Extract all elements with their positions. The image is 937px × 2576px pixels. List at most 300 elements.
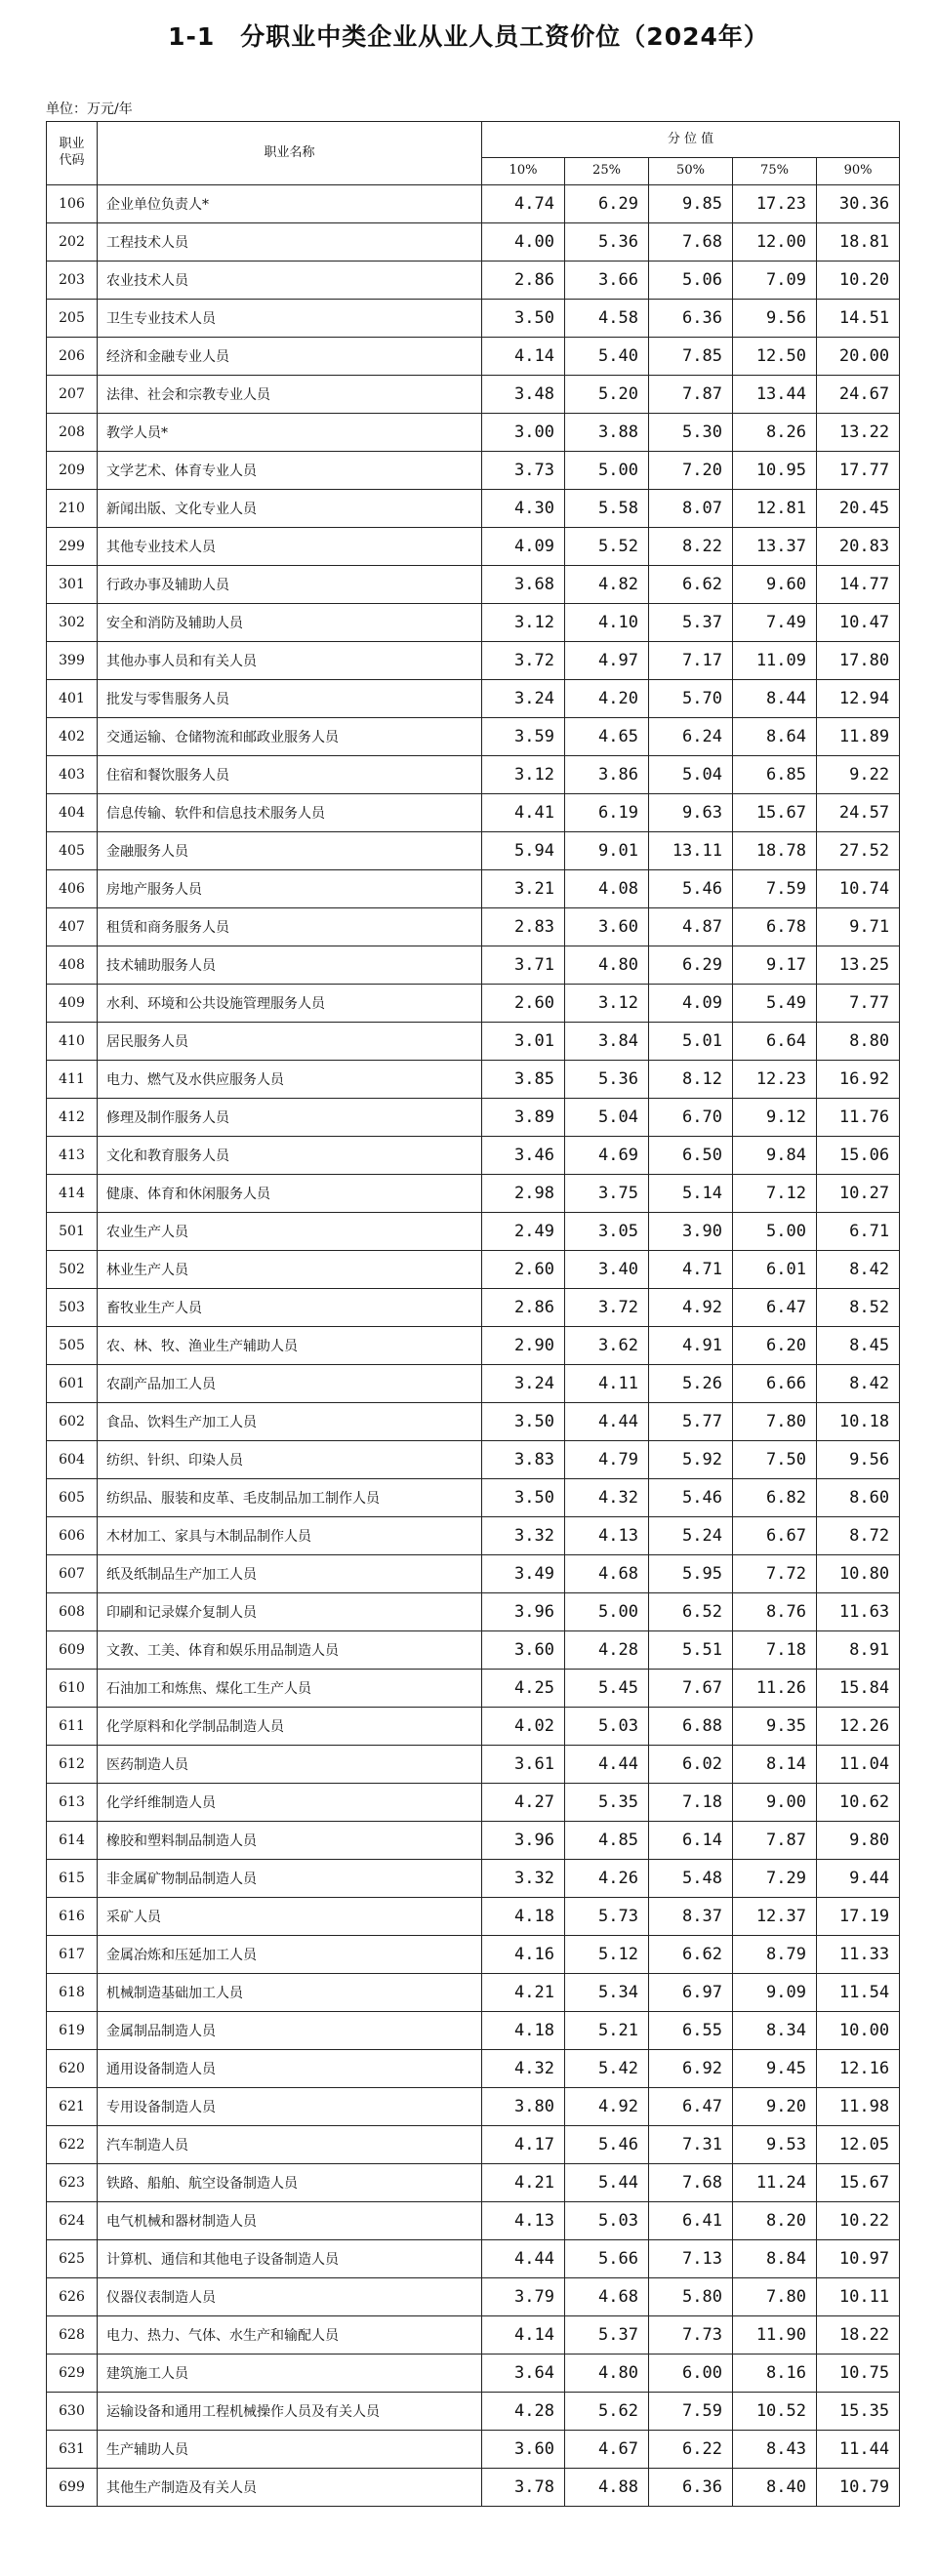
table-row (47, 2431, 900, 2469)
table-row (47, 490, 900, 528)
p50-value: 4.91 (649, 1327, 733, 1365)
p50-value: 5.46 (649, 1479, 733, 1517)
p50-value: 5.30 (649, 414, 733, 452)
p90-value: 9.71 (817, 908, 900, 946)
occupation-name: 新闻出版、文化专业人员 (98, 490, 482, 528)
p75-value: 9.35 (733, 1708, 817, 1746)
occupation-code: 206 (47, 338, 98, 376)
occupation-name: 计算机、通信和其他电子设备制造人员 (98, 2240, 482, 2278)
p75-value: 9.53 (733, 2126, 817, 2164)
p25-value: 4.65 (565, 718, 649, 756)
table-row (47, 376, 900, 414)
table-row (47, 985, 900, 1023)
p75-value: 7.12 (733, 1175, 817, 1213)
p90-value: 12.16 (817, 2050, 900, 2088)
p25-value: 5.35 (565, 1784, 649, 1822)
occupation-name: 铁路、船舶、航空设备制造人员 (98, 2164, 482, 2202)
p25-value: 6.29 (565, 185, 649, 223)
p25-value: 4.67 (565, 2431, 649, 2469)
p90-value: 10.20 (817, 262, 900, 300)
p90-value: 12.94 (817, 680, 900, 718)
occupation-code: 501 (47, 1213, 98, 1251)
p75-value: 7.50 (733, 1441, 817, 1479)
p50-value: 5.14 (649, 1175, 733, 1213)
p50-value: 7.20 (649, 452, 733, 490)
occupation-code: 401 (47, 680, 98, 718)
p50-value: 5.26 (649, 1365, 733, 1403)
occupation-code: 608 (47, 1593, 98, 1631)
occupation-name: 租赁和商务服务人员 (98, 908, 482, 946)
p50-value: 5.48 (649, 1860, 733, 1898)
occupation-code: 413 (47, 1137, 98, 1175)
p75-value: 7.49 (733, 604, 817, 642)
p10-value: 3.12 (482, 756, 565, 794)
p90-value: 12.05 (817, 2126, 900, 2164)
occupation-code: 612 (47, 1746, 98, 1784)
occupation-name: 农副产品加工人员 (98, 1365, 482, 1403)
p50-value: 6.22 (649, 2431, 733, 2469)
p90-value: 10.11 (817, 2278, 900, 2316)
table-row (47, 2050, 900, 2088)
p10-value: 4.21 (482, 1974, 565, 2012)
occupation-code: 205 (47, 300, 98, 338)
p10-value: 4.18 (482, 1898, 565, 1936)
occupation-code: 602 (47, 1403, 98, 1441)
p25-value: 5.73 (565, 1898, 649, 1936)
occupation-name: 金融服务人员 (98, 832, 482, 870)
occupation-name: 健康、体育和休闲服务人员 (98, 1175, 482, 1213)
occupation-name: 企业单位负责人* (98, 185, 482, 223)
p25-value: 4.68 (565, 2278, 649, 2316)
p25-value: 4.80 (565, 946, 649, 985)
occupation-name: 安全和消防及辅助人员 (98, 604, 482, 642)
p90-value: 18.81 (817, 223, 900, 262)
p75-value: 6.78 (733, 908, 817, 946)
p50-value: 6.24 (649, 718, 733, 756)
table-row (47, 604, 900, 642)
table-row (47, 1099, 900, 1137)
p50-value: 7.67 (649, 1670, 733, 1708)
table-row (47, 680, 900, 718)
occupation-code: 411 (47, 1061, 98, 1099)
occupation-code: 604 (47, 1441, 98, 1479)
p90-value: 17.77 (817, 452, 900, 490)
p10-value: 2.98 (482, 1175, 565, 1213)
table-row (47, 1593, 900, 1631)
occupation-code: 410 (47, 1023, 98, 1061)
p90-value: 15.35 (817, 2393, 900, 2431)
p90-value: 20.45 (817, 490, 900, 528)
occupation-code: 299 (47, 528, 98, 566)
p25-value: 4.20 (565, 680, 649, 718)
occupation-code: 302 (47, 604, 98, 642)
occupation-name: 电力、热力、气体、水生产和输配人员 (98, 2316, 482, 2355)
p50-value: 6.36 (649, 300, 733, 338)
p25-value: 3.75 (565, 1175, 649, 1213)
p10-value: 4.17 (482, 2126, 565, 2164)
p75-value: 11.09 (733, 642, 817, 680)
p90-value: 8.91 (817, 1631, 900, 1670)
occupation-name: 法律、社会和宗教专业人员 (98, 376, 482, 414)
p90-value: 12.26 (817, 1708, 900, 1746)
p25-value: 5.00 (565, 1593, 649, 1631)
occupation-name: 教学人员* (98, 414, 482, 452)
p75-value: 10.95 (733, 452, 817, 490)
p90-value: 11.44 (817, 2431, 900, 2469)
p75-value: 6.82 (733, 1479, 817, 1517)
occupation-code: 202 (47, 223, 98, 262)
p75-value: 6.64 (733, 1023, 817, 1061)
p10-value: 3.83 (482, 1441, 565, 1479)
table-row (47, 1213, 900, 1251)
p50-value: 6.62 (649, 1936, 733, 1974)
p50-value: 3.90 (649, 1213, 733, 1251)
occupation-name: 化学纤维制造人员 (98, 1784, 482, 1822)
occupation-name: 机械制造基础加工人员 (98, 1974, 482, 2012)
occupation-code: 209 (47, 452, 98, 490)
p50-value: 7.68 (649, 2164, 733, 2202)
p25-value: 5.58 (565, 490, 649, 528)
table-row (47, 1670, 900, 1708)
p75-value: 13.44 (733, 376, 817, 414)
p50-value: 4.71 (649, 1251, 733, 1289)
occupation-name: 其他生产制造及有关人员 (98, 2469, 482, 2507)
p25-value: 4.10 (565, 604, 649, 642)
p50-value: 7.68 (649, 223, 733, 262)
p90-value: 10.22 (817, 2202, 900, 2240)
p75-value: 6.66 (733, 1365, 817, 1403)
occupation-name: 林业生产人员 (98, 1251, 482, 1289)
occupation-code: 607 (47, 1555, 98, 1593)
p50-value: 6.14 (649, 1822, 733, 1860)
occupation-code: 616 (47, 1898, 98, 1936)
occupation-code: 614 (47, 1822, 98, 1860)
p75-value: 6.47 (733, 1289, 817, 1327)
p10-value: 3.24 (482, 680, 565, 718)
table-row (47, 1137, 900, 1175)
p75-value: 7.72 (733, 1555, 817, 1593)
p10-value: 4.09 (482, 528, 565, 566)
table-row (47, 262, 900, 300)
p50-value: 7.31 (649, 2126, 733, 2164)
p25-value: 3.12 (565, 985, 649, 1023)
occupation-code: 406 (47, 870, 98, 908)
p25-value: 4.88 (565, 2469, 649, 2507)
p10-value: 4.02 (482, 1708, 565, 1746)
table-row (47, 528, 900, 566)
p25-value: 5.37 (565, 2316, 649, 2355)
p75-value: 6.85 (733, 756, 817, 794)
p10-value: 3.60 (482, 1631, 565, 1670)
p10-value: 4.27 (482, 1784, 565, 1822)
table-header (47, 122, 900, 185)
p50-value: 5.77 (649, 1403, 733, 1441)
p10-value: 4.25 (482, 1670, 565, 1708)
p50-value: 9.85 (649, 185, 733, 223)
p10-value: 4.14 (482, 2316, 565, 2355)
name-column-header: 职业名称 (98, 122, 482, 185)
p90-value: 10.79 (817, 2469, 900, 2507)
occupation-name: 医药制造人员 (98, 1746, 482, 1784)
table-row (47, 1784, 900, 1822)
p90-value: 27.52 (817, 832, 900, 870)
code-column-header (47, 122, 98, 185)
p50-value: 5.51 (649, 1631, 733, 1670)
p25-value: 5.52 (565, 528, 649, 566)
occupation-name: 食品、饮料生产加工人员 (98, 1403, 482, 1441)
p75-value: 8.34 (733, 2012, 817, 2050)
p25-value: 4.82 (565, 566, 649, 604)
p25-value: 3.88 (565, 414, 649, 452)
p10-value: 3.59 (482, 718, 565, 756)
p10-value: 2.86 (482, 1289, 565, 1327)
p50-value: 6.52 (649, 1593, 733, 1631)
table-row (47, 1365, 900, 1403)
occupation-code: 412 (47, 1099, 98, 1137)
p10-value: 3.24 (482, 1365, 565, 1403)
p90-value: 16.92 (817, 1061, 900, 1099)
p10-value: 4.21 (482, 2164, 565, 2202)
p90-value: 20.00 (817, 338, 900, 376)
occupation-code: 606 (47, 1517, 98, 1555)
p75-value: 12.23 (733, 1061, 817, 1099)
p10-value: 3.01 (482, 1023, 565, 1061)
p50-value: 5.37 (649, 604, 733, 642)
occupation-name: 房地产服务人员 (98, 870, 482, 908)
p90-value: 10.97 (817, 2240, 900, 2278)
p25-value: 5.04 (565, 1099, 649, 1137)
table-row (47, 1822, 900, 1860)
occupation-name: 木材加工、家具与木制品制作人员 (98, 1517, 482, 1555)
p90-value: 9.80 (817, 1822, 900, 1860)
p90-value: 10.62 (817, 1784, 900, 1822)
table-row (47, 1327, 900, 1365)
p25-value: 4.97 (565, 642, 649, 680)
p75-value: 11.90 (733, 2316, 817, 2355)
occupation-code: 414 (47, 1175, 98, 1213)
p25-value: 5.42 (565, 2050, 649, 2088)
p90-value: 10.75 (817, 2355, 900, 2393)
occupation-code: 505 (47, 1327, 98, 1365)
p50-value: 5.70 (649, 680, 733, 718)
occupation-code: 624 (47, 2202, 98, 2240)
p75-value: 12.00 (733, 223, 817, 262)
occupation-code: 208 (47, 414, 98, 452)
p10-value: 2.86 (482, 262, 565, 300)
p10-value: 4.41 (482, 794, 565, 832)
p75-value: 12.81 (733, 490, 817, 528)
p90-value: 8.60 (817, 1479, 900, 1517)
p75-value: 10.52 (733, 2393, 817, 2431)
p25-value: 5.44 (565, 2164, 649, 2202)
p75-value: 8.44 (733, 680, 817, 718)
p75-value: 8.20 (733, 2202, 817, 2240)
p25-value: 3.60 (565, 908, 649, 946)
p90-value: 11.63 (817, 1593, 900, 1631)
p25-value: 3.62 (565, 1327, 649, 1365)
p25-value: 4.79 (565, 1441, 649, 1479)
p10-value: 3.50 (482, 1479, 565, 1517)
p90-value: 8.72 (817, 1517, 900, 1555)
occupation-code: 629 (47, 2355, 98, 2393)
p90-value: 13.25 (817, 946, 900, 985)
table-row (47, 300, 900, 338)
p90-value: 24.67 (817, 376, 900, 414)
table-row (47, 2316, 900, 2355)
p75-value: 12.50 (733, 338, 817, 376)
p50-value: 7.73 (649, 2316, 733, 2355)
occupation-code: 203 (47, 262, 98, 300)
p50-value: 7.85 (649, 338, 733, 376)
p50-value: 5.24 (649, 1517, 733, 1555)
occupation-code: 625 (47, 2240, 98, 2278)
p75-value: 11.26 (733, 1670, 817, 1708)
p25-value: 5.03 (565, 1708, 649, 1746)
occupation-name: 批发与零售服务人员 (98, 680, 482, 718)
p10-value: 3.50 (482, 300, 565, 338)
p25-value: 3.84 (565, 1023, 649, 1061)
occupation-code: 405 (47, 832, 98, 870)
p90-value: 11.98 (817, 2088, 900, 2126)
p10-value: 3.79 (482, 2278, 565, 2316)
occupation-code: 618 (47, 1974, 98, 2012)
p90-value: 10.18 (817, 1403, 900, 1441)
p25-value: 5.12 (565, 1936, 649, 1974)
p50-value: 5.01 (649, 1023, 733, 1061)
occupation-code: 630 (47, 2393, 98, 2431)
p90-value: 11.54 (817, 1974, 900, 2012)
p25-value: 9.01 (565, 832, 649, 870)
occupation-name: 文学艺术、体育专业人员 (98, 452, 482, 490)
table-row (47, 1175, 900, 1213)
p25-value: 4.69 (565, 1137, 649, 1175)
occupation-name: 建筑施工人员 (98, 2355, 482, 2393)
occupation-name: 技术辅助服务人员 (98, 946, 482, 985)
p90-value: 17.19 (817, 1898, 900, 1936)
p25-value: 4.26 (565, 1860, 649, 1898)
p75-value: 7.09 (733, 262, 817, 300)
table-row (47, 1631, 900, 1670)
table-row (47, 2278, 900, 2316)
p75-value: 6.67 (733, 1517, 817, 1555)
p75-value: 7.59 (733, 870, 817, 908)
occupation-name: 农业技术人员 (98, 262, 482, 300)
p10-value: 5.94 (482, 832, 565, 870)
occupation-code: 628 (47, 2316, 98, 2355)
p10-value: 4.28 (482, 2393, 565, 2431)
p75-value: 9.56 (733, 300, 817, 338)
occupation-name: 印刷和记录媒介复制人员 (98, 1593, 482, 1631)
table-row (47, 2088, 900, 2126)
occupation-code: 601 (47, 1365, 98, 1403)
table-row (47, 1251, 900, 1289)
p10-value: 4.44 (482, 2240, 565, 2278)
occupation-name: 信息传输、软件和信息技术服务人员 (98, 794, 482, 832)
occupation-name: 纸及纸制品生产加工人员 (98, 1555, 482, 1593)
p90-value: 24.57 (817, 794, 900, 832)
table-row (47, 1289, 900, 1327)
p10-value: 3.71 (482, 946, 565, 985)
p75-value: 8.64 (733, 718, 817, 756)
table-row (47, 2202, 900, 2240)
p75-value: 15.67 (733, 794, 817, 832)
p25-value: 4.13 (565, 1517, 649, 1555)
code-header-line2: 代码 (59, 153, 85, 168)
occupation-code: 699 (47, 2469, 98, 2507)
table-row (47, 1898, 900, 1936)
table-row (47, 1708, 900, 1746)
wage-table (46, 121, 900, 2507)
occupation-name: 住宿和餐饮服务人员 (98, 756, 482, 794)
occupation-name: 化学原料和化学制品制造人员 (98, 1708, 482, 1746)
p50-value: 5.80 (649, 2278, 733, 2316)
occupation-code: 617 (47, 1936, 98, 1974)
occupation-code: 623 (47, 2164, 98, 2202)
p90-value: 10.47 (817, 604, 900, 642)
table-row (47, 1936, 900, 1974)
table-body (47, 185, 900, 2507)
table-row (47, 946, 900, 985)
p50-value: 5.95 (649, 1555, 733, 1593)
p50-value: 13.11 (649, 832, 733, 870)
p50-value: 7.59 (649, 2393, 733, 2431)
occupation-name: 交通运输、仓储物流和邮政业服务人员 (98, 718, 482, 756)
occupation-name: 居民服务人员 (98, 1023, 482, 1061)
p75-value: 8.26 (733, 414, 817, 452)
occupation-code: 609 (47, 1631, 98, 1670)
occupation-name: 石油加工和炼焦、煤化工生产人员 (98, 1670, 482, 1708)
p25-value: 5.66 (565, 2240, 649, 2278)
table-row (47, 870, 900, 908)
p75-value: 7.29 (733, 1860, 817, 1898)
p90-value: 8.52 (817, 1289, 900, 1327)
p25-value: 3.86 (565, 756, 649, 794)
occupation-name: 文化和教育服务人员 (98, 1137, 482, 1175)
p75-value: 7.80 (733, 2278, 817, 2316)
p25-value: 6.19 (565, 794, 649, 832)
p10-value: 3.72 (482, 642, 565, 680)
p25-value: 5.20 (565, 376, 649, 414)
p25-value: 4.80 (565, 2355, 649, 2393)
table-row (47, 1974, 900, 2012)
p50-value: 8.07 (649, 490, 733, 528)
occupation-name: 文教、工美、体育和娱乐用品制造人员 (98, 1631, 482, 1670)
occupation-name: 电力、燃气及水供应服务人员 (98, 1061, 482, 1099)
table-row (47, 2355, 900, 2393)
p50-value: 6.92 (649, 2050, 733, 2088)
table-row (47, 1403, 900, 1441)
p90-value: 9.44 (817, 1860, 900, 1898)
p50-value: 6.02 (649, 1746, 733, 1784)
p10-value: 4.74 (482, 185, 565, 223)
p75-value: 9.84 (733, 1137, 817, 1175)
p75-value: 5.00 (733, 1213, 817, 1251)
p10-value: 3.64 (482, 2355, 565, 2393)
p25-value: 4.44 (565, 1403, 649, 1441)
table-row (47, 338, 900, 376)
p90-value: 11.76 (817, 1099, 900, 1137)
occupation-code: 408 (47, 946, 98, 985)
table-row (47, 1517, 900, 1555)
p75-value: 9.12 (733, 1099, 817, 1137)
p75-value: 7.80 (733, 1403, 817, 1441)
p10-value: 2.49 (482, 1213, 565, 1251)
p75-value: 7.18 (733, 1631, 817, 1670)
p75-value: 9.45 (733, 2050, 817, 2088)
p50-value: 5.46 (649, 870, 733, 908)
p10-value: 3.50 (482, 1403, 565, 1441)
p90-value: 10.00 (817, 2012, 900, 2050)
